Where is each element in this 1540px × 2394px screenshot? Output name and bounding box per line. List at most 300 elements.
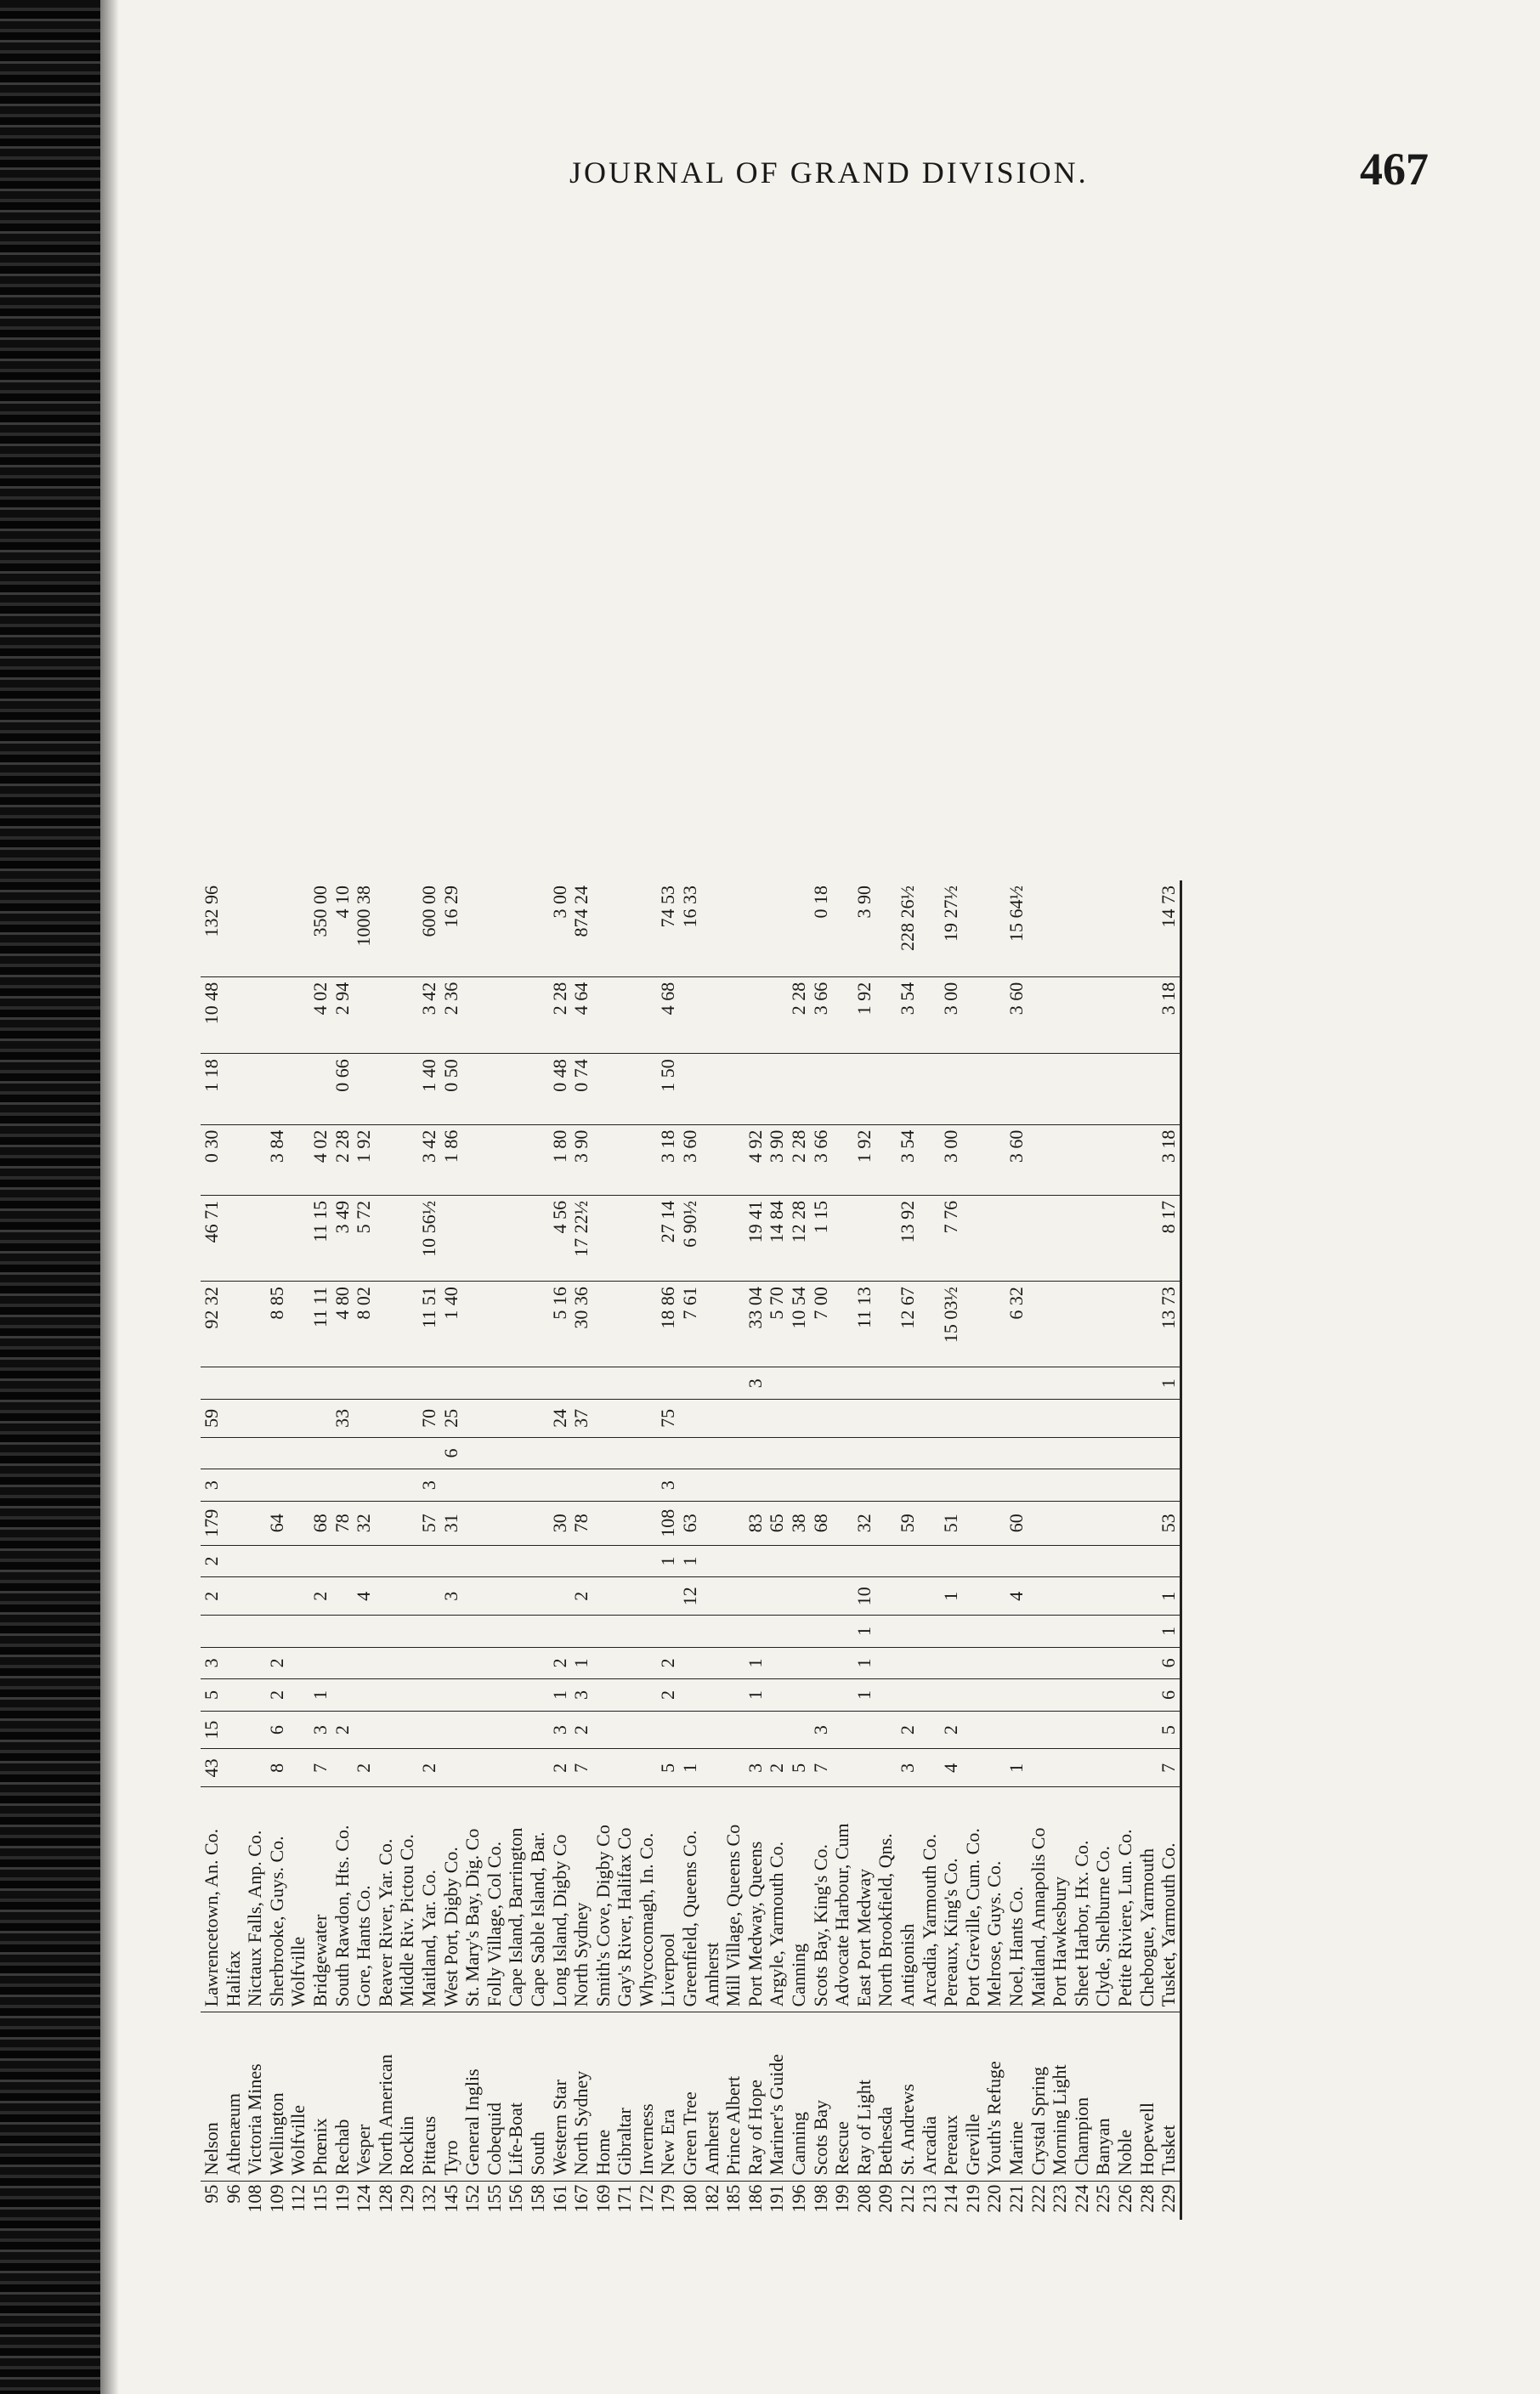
col-l-cell [331, 1367, 354, 1400]
col-c-cell [831, 1679, 853, 1712]
col-c-cell: 2 [266, 1679, 288, 1712]
col-k-cell [897, 1399, 919, 1437]
amount-4-cell [1005, 1054, 1028, 1124]
col-b-cell: 5 [1158, 1711, 1180, 1749]
col-k-cell [1049, 1399, 1071, 1437]
amount-total-cell [875, 880, 897, 976]
amount-1-cell [244, 1282, 266, 1367]
col-f-cell [396, 1577, 418, 1616]
amount-3-cell [1028, 1124, 1050, 1195]
amount-5-cell: 1 92 [853, 976, 875, 1054]
amount-4-cell [461, 1054, 484, 1124]
col-i-cell [766, 1469, 788, 1502]
table-row [657, 880, 679, 2220]
division-name-cell: Morning Light [1049, 2012, 1071, 2181]
col-f-cell [592, 1577, 614, 1616]
col-c-cell [722, 1679, 745, 1712]
amount-3-cell [223, 1124, 245, 1195]
col-a-cell: 43 [201, 1749, 223, 1787]
col-h-cell: 179 [201, 1501, 223, 1545]
division-name-cell: Green Tree [679, 2012, 701, 2181]
division-name-cell: Champion [1071, 2012, 1093, 2181]
amount-total-cell [614, 880, 636, 976]
col-h-cell [592, 1501, 614, 1545]
col-f-cell [1092, 1577, 1114, 1616]
amount-5-cell [983, 976, 1005, 1054]
amount-1-cell: 6 32 [1005, 1282, 1028, 1367]
division-name-cell: Hopewell [1136, 2012, 1158, 2181]
col-l-cell [897, 1367, 919, 1400]
col-f-cell [223, 1577, 245, 1616]
amount-total-cell [484, 880, 506, 976]
col-e-cell [1005, 1616, 1028, 1648]
col-l-cell [461, 1367, 484, 1400]
col-g-cell [853, 1545, 875, 1577]
amount-total-cell [223, 880, 245, 976]
col-a-cell [484, 1749, 506, 1787]
col-k-cell [701, 1399, 723, 1437]
amount-total-cell [287, 880, 309, 976]
col-f-cell: 2 [309, 1577, 331, 1616]
col-e-cell [461, 1616, 484, 1648]
col-j-cell [549, 1437, 571, 1469]
col-k-cell [636, 1399, 658, 1437]
col-d-cell [831, 1647, 853, 1679]
amount-4-cell [679, 1054, 701, 1124]
col-l-cell [636, 1367, 658, 1400]
division-number-cell: 161 [548, 2184, 570, 2213]
col-g-cell [244, 1545, 266, 1577]
division-number-cell: 199 [831, 2184, 853, 2213]
amount-5-cell [614, 976, 636, 1054]
amount-3-cell: 3 84 [266, 1124, 288, 1195]
amount-total-cell: 350 00 [309, 880, 331, 976]
col-i-cell [1092, 1469, 1114, 1502]
col-f-cell [701, 1577, 723, 1616]
col-a-cell [722, 1749, 745, 1787]
col-h-cell [636, 1501, 658, 1545]
col-e-cell [418, 1616, 440, 1648]
table-row [549, 880, 571, 2220]
amount-4-cell [1049, 1054, 1071, 1124]
col-f-cell [614, 1577, 636, 1616]
division-name-cell: Tusket [1158, 2012, 1180, 2181]
amount-total-cell [636, 880, 658, 976]
col-i-cell [223, 1469, 245, 1502]
amount-2-cell [1049, 1195, 1071, 1281]
amount-total-cell [527, 880, 549, 976]
col-e-cell [766, 1616, 788, 1648]
amount-2-cell [1005, 1195, 1028, 1281]
col-a-cell: 4 [940, 1749, 962, 1787]
col-f-cell [287, 1577, 309, 1616]
col-d-cell: 2 [266, 1647, 288, 1679]
col-g-cell [505, 1545, 527, 1577]
amount-5-cell [745, 976, 767, 1054]
division-name-cell: Tyro [440, 2012, 462, 2181]
amount-1-cell [1049, 1282, 1071, 1367]
col-d-cell [701, 1647, 723, 1679]
division-number-cell: 95 [201, 2184, 222, 2204]
amount-3-cell [614, 1124, 636, 1195]
col-j-cell [875, 1437, 897, 1469]
col-a-cell: 3 [897, 1749, 919, 1787]
col-c-cell: 6 [1158, 1679, 1180, 1712]
amount-5-cell: 3 42 [418, 976, 440, 1054]
col-f-cell [1049, 1577, 1071, 1616]
amount-1-cell [1071, 1282, 1093, 1367]
col-d-cell [396, 1647, 418, 1679]
col-a-cell [636, 1749, 658, 1787]
amount-2-cell: 7 76 [940, 1195, 962, 1281]
col-f-cell: 10 [853, 1577, 875, 1616]
division-name-cell: Banyan [1092, 2012, 1114, 2181]
division-name-cell: Scots Bay [810, 2012, 832, 2181]
amount-5-cell [266, 976, 288, 1054]
col-d-cell: 1 [570, 1647, 592, 1679]
col-e-cell [1136, 1616, 1158, 1648]
amount-total-cell [788, 880, 810, 976]
amount-4-cell [592, 1054, 614, 1124]
col-l-cell [287, 1367, 309, 1400]
amount-total-cell: 3 90 [853, 880, 875, 976]
amount-total-cell: 4 10 [331, 880, 354, 976]
col-f-cell [745, 1577, 767, 1616]
amount-2-cell [484, 1195, 506, 1281]
col-k-cell [962, 1399, 984, 1437]
amount-1-cell: 11 13 [853, 1282, 875, 1367]
col-j-cell [527, 1437, 549, 1469]
col-f-cell [788, 1577, 810, 1616]
division-number-cell: 221 [1005, 2184, 1027, 2213]
col-j-cell [396, 1437, 418, 1469]
col-l-cell [853, 1367, 875, 1400]
amount-3-cell [701, 1124, 723, 1195]
amount-2-cell [1071, 1195, 1093, 1281]
col-d-cell [440, 1647, 462, 1679]
division-number-cell: 171 [614, 2184, 636, 2213]
division-location-cell: Halifax [223, 1787, 245, 2012]
col-b-cell: 3 [549, 1711, 571, 1749]
division-name-cell: General Inglis [461, 2012, 484, 2181]
col-j-cell [679, 1437, 701, 1469]
division-number-cell: 229 [1158, 2181, 1180, 2220]
col-c-cell [1028, 1679, 1050, 1712]
amount-total-cell [1028, 880, 1050, 976]
table-row [287, 880, 309, 2220]
division-name-cell: South [527, 2012, 549, 2181]
col-b-cell: 3 [810, 1711, 832, 1749]
col-g-cell [636, 1545, 658, 1577]
col-g-cell [1005, 1545, 1028, 1577]
division-location-cell: Middle Riv. Pictou Co. [396, 1787, 418, 2012]
col-k-cell: 75 [657, 1399, 679, 1437]
col-b-cell [1005, 1711, 1028, 1749]
division-location-cell: Advocate Harbour, Cum [831, 1787, 853, 2012]
col-d-cell [679, 1647, 701, 1679]
amount-5-cell: 2 36 [440, 976, 462, 1054]
division-name-cell: Greville [962, 2012, 984, 2181]
col-e-cell [527, 1616, 549, 1648]
col-h-cell [527, 1501, 549, 1545]
amount-1-cell: 4 80 [331, 1282, 354, 1367]
col-f-cell [331, 1577, 354, 1616]
col-f-cell [657, 1577, 679, 1616]
col-f-cell [1114, 1577, 1136, 1616]
col-g-cell [266, 1545, 288, 1577]
division-name-cell: Vesper [353, 2012, 375, 2181]
col-d-cell [244, 1647, 266, 1679]
division-name-cell: Ray of Light [853, 2012, 875, 2181]
col-a-cell [244, 1749, 266, 1787]
col-c-cell [766, 1679, 788, 1712]
division-location-cell: Wolfville [287, 1787, 309, 2012]
col-h-cell: 53 [1158, 1501, 1180, 1545]
col-g-cell [592, 1545, 614, 1577]
col-k-cell [983, 1399, 1005, 1437]
amount-1-cell [396, 1282, 418, 1367]
amount-5-cell [962, 976, 984, 1054]
col-g-cell [353, 1545, 375, 1577]
amount-2-cell [831, 1195, 853, 1281]
amount-2-cell: 5 72 [353, 1195, 375, 1281]
scan-binding-edge [0, 0, 100, 2394]
col-d-cell: 2 [657, 1647, 679, 1679]
amount-1-cell: 8 02 [353, 1282, 375, 1367]
col-h-cell [223, 1501, 245, 1545]
amount-1-cell [1114, 1282, 1136, 1367]
col-j-cell [1114, 1437, 1136, 1469]
amount-1-cell [831, 1282, 853, 1367]
col-c-cell [331, 1679, 354, 1712]
table-row [810, 880, 832, 2220]
col-d-cell [309, 1647, 331, 1679]
col-k-cell [375, 1399, 397, 1437]
col-e-cell [701, 1616, 723, 1648]
amount-2-cell [461, 1195, 484, 1281]
amount-4-cell [614, 1054, 636, 1124]
col-j-cell [1049, 1437, 1071, 1469]
scan-binding-shadow [100, 0, 119, 2394]
col-j-cell [1136, 1437, 1158, 1469]
col-g-cell [897, 1545, 919, 1577]
division-number-cell: 167 [570, 2184, 592, 2213]
amount-total-cell [983, 880, 1005, 976]
col-k-cell [831, 1399, 853, 1437]
col-j-cell [505, 1437, 527, 1469]
table-row [745, 880, 767, 2220]
returns-table-body [201, 880, 1180, 2220]
col-a-cell: 2 [766, 1749, 788, 1787]
col-e-cell [679, 1616, 701, 1648]
amount-4-cell [527, 1054, 549, 1124]
col-a-cell: 3 [745, 1749, 767, 1787]
col-l-cell [375, 1367, 397, 1400]
table-row [897, 880, 919, 2220]
col-f-cell [1028, 1577, 1050, 1616]
col-h-cell: 78 [570, 1501, 592, 1545]
col-l-cell [527, 1367, 549, 1400]
col-h-cell [1071, 1501, 1093, 1545]
col-a-cell: 1 [679, 1749, 701, 1787]
table-row [570, 880, 592, 2220]
division-number-cell: 182 [700, 2184, 722, 2213]
col-l-cell [570, 1367, 592, 1400]
col-d-cell [766, 1647, 788, 1679]
col-j-cell [1071, 1437, 1093, 1469]
division-name-cell: Amherst [701, 2012, 723, 2181]
amount-total-cell [722, 880, 745, 976]
col-i-cell [962, 1469, 984, 1502]
amount-2-cell [614, 1195, 636, 1281]
amount-2-cell: 8 17 [1158, 1195, 1180, 1281]
amount-2-cell [636, 1195, 658, 1281]
amount-2-cell [396, 1195, 418, 1281]
division-name-cell: Crystal Spring [1028, 2012, 1050, 2181]
col-c-cell: 1 [853, 1679, 875, 1712]
col-e-cell [201, 1616, 223, 1648]
division-name-cell: Nelson [201, 2012, 223, 2181]
col-h-cell [287, 1501, 309, 1545]
col-k-cell [505, 1399, 527, 1437]
col-a-cell [1114, 1749, 1136, 1787]
amount-1-cell: 8 85 [266, 1282, 288, 1367]
table-row [484, 880, 506, 2220]
col-k-cell [309, 1399, 331, 1437]
amount-1-cell [375, 1282, 397, 1367]
col-h-cell [484, 1501, 506, 1545]
col-a-cell [1049, 1749, 1071, 1787]
amount-total-cell [505, 880, 527, 976]
amount-total-cell [962, 880, 984, 976]
col-c-cell [1136, 1679, 1158, 1712]
col-l-cell [831, 1367, 853, 1400]
amount-1-cell [636, 1282, 658, 1367]
division-number-cell: 169 [592, 2184, 614, 2213]
col-c-cell [396, 1679, 418, 1712]
col-c-cell [375, 1679, 397, 1712]
col-a-cell: 1 [1005, 1749, 1028, 1787]
col-d-cell [788, 1647, 810, 1679]
col-f-cell: 2 [570, 1577, 592, 1616]
col-i-cell [309, 1469, 331, 1502]
division-location-cell: Port Medway, Queens [745, 1787, 767, 2012]
col-b-cell: 2 [331, 1711, 354, 1749]
amount-2-cell: 6 90½ [679, 1195, 701, 1281]
col-g-cell [983, 1545, 1005, 1577]
col-d-cell [223, 1647, 245, 1679]
division-number-cell: 145 [439, 2184, 461, 2213]
col-k-cell [1071, 1399, 1093, 1437]
col-c-cell [875, 1679, 897, 1712]
col-d-cell [1049, 1647, 1071, 1679]
amount-total-cell [1092, 880, 1114, 976]
col-j-cell [418, 1437, 440, 1469]
amount-total-cell [375, 880, 397, 976]
amount-2-cell [527, 1195, 549, 1281]
amount-1-cell: 13 73 [1158, 1282, 1180, 1367]
amount-3-cell: 3 60 [679, 1124, 701, 1195]
col-e-cell [440, 1616, 462, 1648]
col-i-cell [853, 1469, 875, 1502]
amount-5-cell: 3 66 [810, 976, 832, 1054]
amount-3-cell: 3 90 [766, 1124, 788, 1195]
col-i-cell [505, 1469, 527, 1502]
amount-3-cell [919, 1124, 941, 1195]
table-row [418, 880, 440, 2220]
amount-5-cell [875, 976, 897, 1054]
col-b-cell [679, 1711, 701, 1749]
col-d-cell [1092, 1647, 1114, 1679]
division-location-cell: Amherst [701, 1787, 723, 2012]
col-b-cell [1028, 1711, 1050, 1749]
col-b-cell [1136, 1711, 1158, 1749]
col-g-cell [1114, 1545, 1136, 1577]
col-e-cell [1071, 1616, 1093, 1648]
amount-3-cell [484, 1124, 506, 1195]
col-h-cell: 83 [745, 1501, 767, 1545]
table-row [962, 880, 984, 2220]
amount-5-cell [679, 976, 701, 1054]
amount-1-cell [722, 1282, 745, 1367]
col-l-cell: 3 [745, 1367, 767, 1400]
col-l-cell [223, 1367, 245, 1400]
col-h-cell [1114, 1501, 1136, 1545]
col-h-cell: 51 [940, 1501, 962, 1545]
col-a-cell: 7 [1158, 1749, 1180, 1787]
col-c-cell: 2 [657, 1679, 679, 1712]
amount-5-cell [287, 976, 309, 1054]
amount-1-cell [1092, 1282, 1114, 1367]
col-a-cell [962, 1749, 984, 1787]
col-i-cell [1071, 1469, 1093, 1502]
col-j-cell [788, 1437, 810, 1469]
amount-total-cell: 16 29 [440, 880, 462, 976]
amount-1-cell [461, 1282, 484, 1367]
division-location-cell: Tusket, Yarmouth Co. [1158, 1787, 1180, 2012]
division-location-cell: Long Island, Digby Co [549, 1787, 571, 2012]
col-d-cell [1005, 1647, 1028, 1679]
col-g-cell [440, 1545, 462, 1577]
amount-3-cell: 3 54 [897, 1124, 919, 1195]
amount-3-cell [396, 1124, 418, 1195]
table-row [983, 880, 1005, 2220]
amount-5-cell [375, 976, 397, 1054]
col-d-cell [1114, 1647, 1136, 1679]
amount-3-cell [527, 1124, 549, 1195]
col-f-cell [375, 1577, 397, 1616]
col-b-cell [461, 1711, 484, 1749]
col-h-cell [722, 1501, 745, 1545]
amount-2-cell [505, 1195, 527, 1281]
col-d-cell: 6 [1158, 1647, 1180, 1679]
col-b-cell [505, 1711, 527, 1749]
division-number-cell: 222 [1027, 2184, 1049, 2213]
table-row [831, 880, 853, 2220]
amount-2-cell: 3 49 [331, 1195, 354, 1281]
amount-4-cell: 0 48 [549, 1054, 571, 1124]
table-row [353, 880, 375, 2220]
col-g-cell [1049, 1545, 1071, 1577]
amount-4-cell [287, 1054, 309, 1124]
col-f-cell [549, 1577, 571, 1616]
division-number-cell: 191 [766, 2184, 788, 2213]
division-number-cell: 124 [353, 2184, 375, 2213]
col-b-cell: 6 [266, 1711, 288, 1749]
col-b-cell [636, 1711, 658, 1749]
col-k-cell [461, 1399, 484, 1437]
division-name-cell: Rechab [331, 2012, 354, 2181]
